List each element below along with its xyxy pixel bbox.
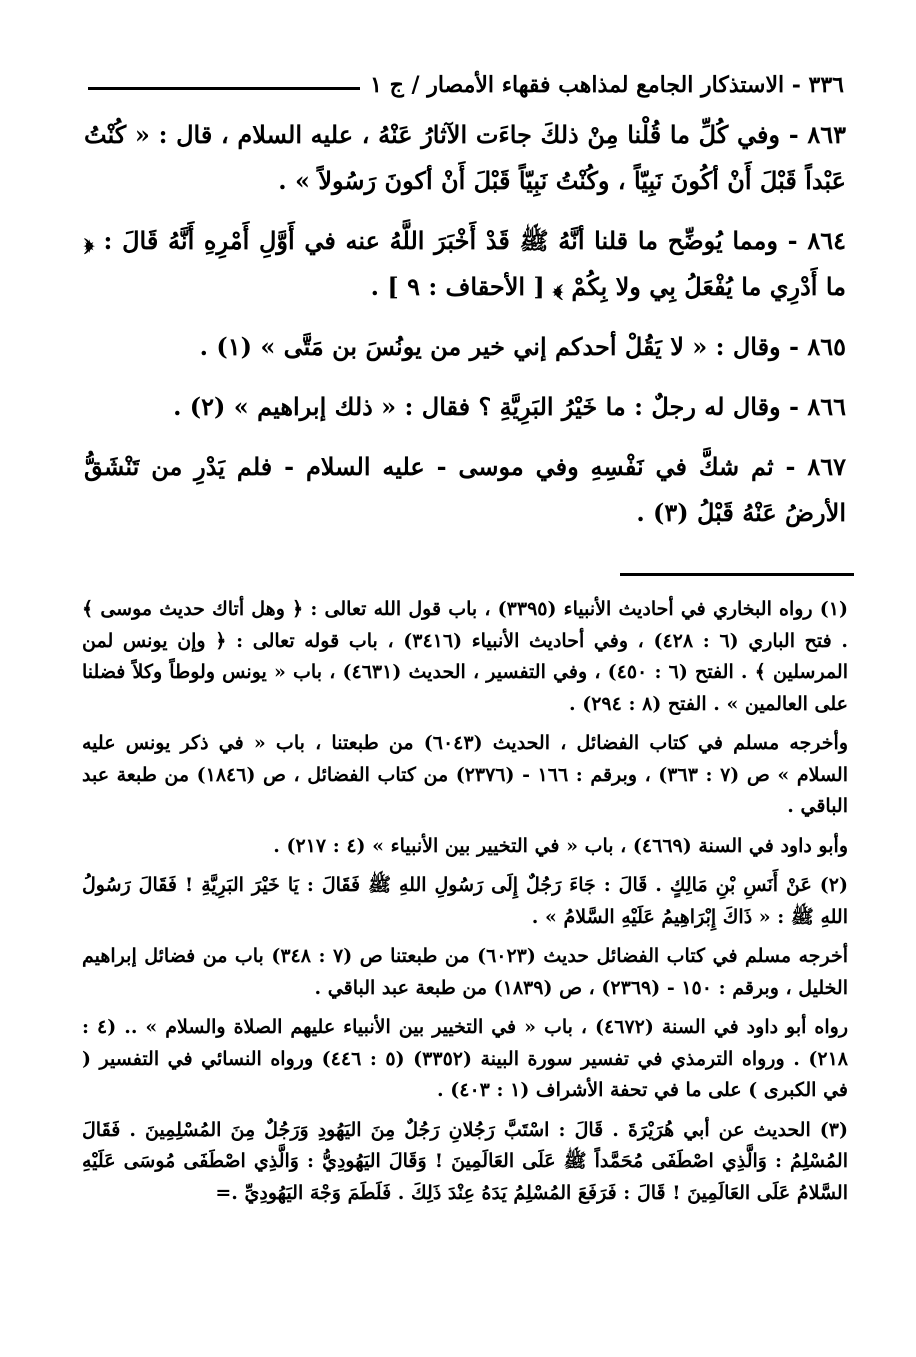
footnote-2: (٢) عَنْ أَنَسِ بْنِ مَالِكٍ . قَالَ : جَاءَ رَجُلٌ إِلَى رَسُولِ اللهِ ﷺ فَقَالَ : يَا خَيْرَ البَرِيَّةِ ! فَقَالَ رَسُولُ اللهِ ﷺ : « ذَاكَ إِبْرَاهِيمُ عَلَيْهِ السَّلامُ » . (82, 874, 848, 928)
paragraph-863: ٨٦٣ - وفي كُلِّ ما قُلْنا مِنْ ذلكَ جاءَت الآثارُ عَنْهُ ، عليه السلام ، قال : « كُنْتُ عَبْداً قَبْلَ أَنْ أكُونَ نَبِيّاً ، وكُنْتُ نَبِيّاً قَبْلَ أَنْ أكونَ رَسُولاً » . (84, 120, 846, 195)
footnote-1: (١) رواه البخاري في أحاديث الأنبياء (٣٣٩٥) ، باب قول الله تعالى : ﴿ وهل أتاك حديث موسى ﴾ . فتح الباري (٦ : ٤٢٨) ، وفي أحاديث الأنبياء (٣٤١٦) ، باب قوله تعالى : ﴿ وإن يونس لمن المرسلين ﴾ . الفتح (٦ : ٤٥٠) ، وفي التفسير ، الحديث (٤٦٣١) ، باب « يونس ولوطاً وكلاً فضلنا على العالمين » . الفتح (٨ : ٢٩٤) . (82, 598, 849, 715)
footnote-2-muslim: أخرجه مسلم في كتاب الفضائل حديث (٦٠٢٣) من طبعتنا ص (٧ : ٣٤٨) باب من فضائل إبراهيم الخليل ، وبرقم : ١٥٠ - (٢٣٦٩) ، ص (١٨٣٩) من طبعة عبد الباقي . (82, 945, 849, 999)
footnote-separator (620, 573, 854, 576)
footnote-1-abudawud: وأبو داود في السنة (٤٦٦٩) ، باب « في التخيير بين الأنبياء » (٤ : ٢١٧) . (273, 834, 848, 857)
footnote-1-muslim: وأخرجه مسلم في كتاب الفضائل ، الحديث (٦٠٤٣) من طبعتنا ، باب « في ذكر يونس عليه السلام » ص (٧ : ٣٦٣) ، وبرقم : ١٦٦ - (٢٣٧٦) من كتاب الفضائل ، ص (١٨٤٦) من طبعة عبد الباقي . (82, 732, 848, 817)
footnotes (82, 594, 848, 1217)
footnote-2-others: رواه أبو داود في السنة (٤٦٧٢) ، باب « في التخيير بين الأنبياء عليهم الصلاة والسلام » .. (٤ : ٢١٨) . ورواه الترمذي في تفسير سورة البينة (٣٣٥٢) (٥ : ٤٤٦) ورواه النسائي في التفسير ( في الكبرى ) على ما في تحفة الأشراف (١ : ٤٠٣) . (82, 1016, 849, 1101)
paragraph-866: ٨٦٦ - وقال له رجلٌ : ما خَيْرُ البَرِيَّةِ ؟ فقال : « ذلك إبراهيم » (٢) . (173, 392, 846, 421)
footnote-3: (٣) الحديث عن أبي هُرَيْرَةَ . قَالَ : اسْتَبَّ رَجُلانِ رَجُلٌ مِنَ اليَهُودِ وَرَجُلٌ مِنَ المُسْلِمِينَ . فَقَالَ المُسْلِمُ : وَالَّذِي اصْطَفَى مُحَمَّداً ﷺ عَلَى العَالَمِينَ ! وَقَالَ اليَهُودِيُّ : وَالَّذِي اصْطَفَى مُوسَى عَلَيْهِ السَّلامُ عَلَى العَالَمِينَ ! قَالَ : فَرَفَعَ المُسْلِمُ يَدَهُ عِنْدَ ذَلِكَ . فَلَطَمَ وَجْهَ اليَهُودِيِّ .= (82, 1118, 848, 1204)
paragraph-867: ٨٦٧ - ثم شكَّ في نَفْسِهِ وفي موسى - عليه السلام - فلم يَدْرِ من تَنْشَقُّ الأرضُ عَنْهُ قَبْلُ (٣) . (84, 452, 846, 527)
paragraph-864: ٨٦٤ - ومما يُوضِّح ما قلنا أنَّهُ ﷺ قَدْ أَخْبَرَ اللَّهُ عنه في أَوَّلِ أَمْرِهِ أَنَّهُ قَالَ : ﴿ ما أَدْرِي ما يُفْعَلُ بِي ولا بِكُمْ ﴾ [ الأحقاف : ٩ ] . (84, 226, 846, 301)
running-header (88, 62, 844, 98)
main-text (84, 112, 846, 550)
header-title: ٣٣٦ - الاستذكار الجامع لمذاهب فقهاء الأمصار / ج ١ (370, 72, 844, 98)
paragraph-865: ٨٦٥ - وقال : « لا يَقُلْ أحدكم إني خير من يونُسَ بن مَتَّى » (١) . (199, 332, 846, 361)
header-rule (88, 87, 360, 90)
